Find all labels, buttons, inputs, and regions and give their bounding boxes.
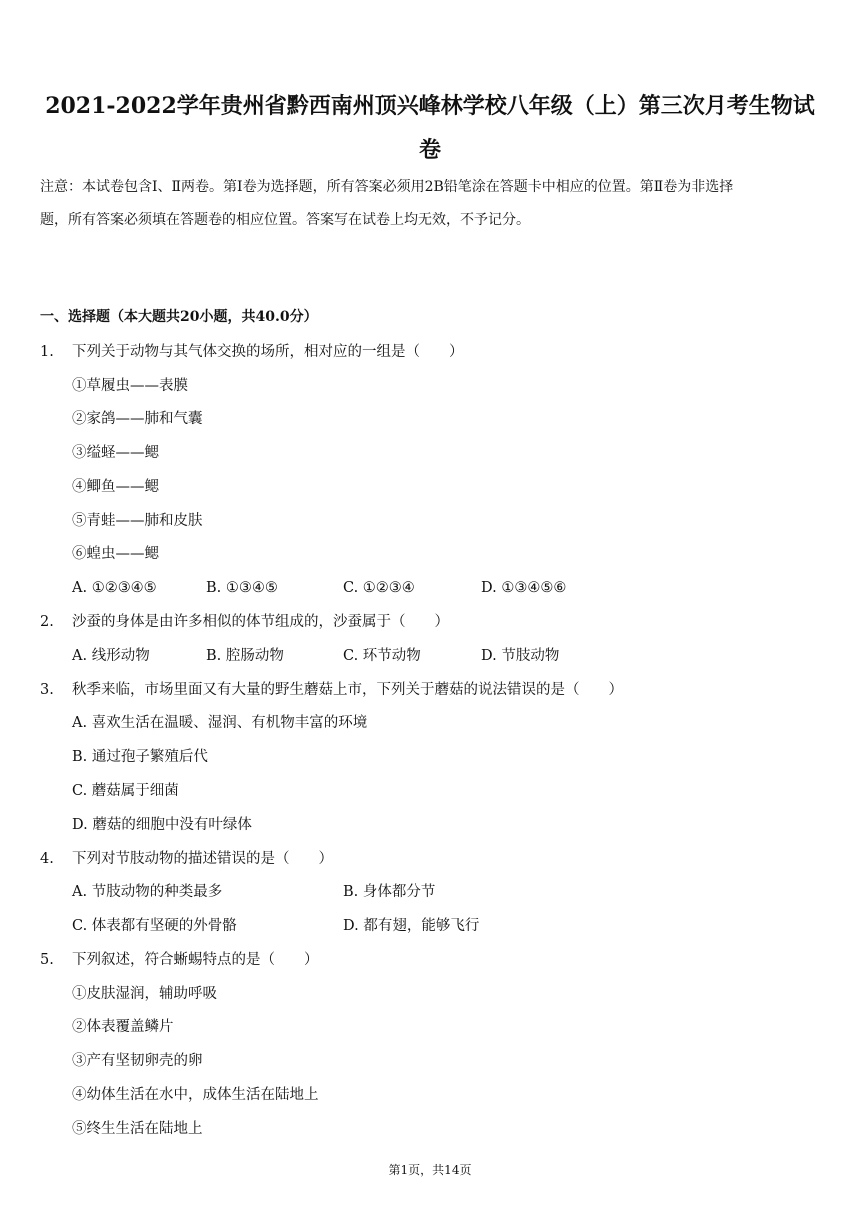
question-item: ⑤终生生活在陆地上 [72,1121,203,1137]
exam-title [40,84,820,172]
exam-title-line1: 2021-2022学年贵州省黔西南州顶兴峰林学校八年级（上）第三次月考生物试 [45,93,815,119]
answer-option-a: A. 线形动物 [72,648,150,664]
answer-option-d: D. 都有翅，能够飞行 [343,918,480,934]
answer-option-b: B. 身体都分节 [343,884,436,900]
question-number: 3. [40,682,54,698]
question-text: 沙蚕的身体是由许多相似的体节组成的，沙蚕属于（ ） [72,614,449,630]
question-number: 5. [40,952,54,968]
notice-line2: 题，所有答案必须填在答题卷的相应位置。答案写在试卷上均无效，不予记分。 [40,212,530,228]
question-item: ①皮肤湿润，辅助呼吸 [72,986,217,1002]
question-item: ④鲫鱼——鳃 [72,479,159,495]
answer-option-d: D. 蘑菇的细胞中没有叶绿体 [72,817,252,833]
exam-notice [40,171,825,237]
answer-option-c: C. 环节动物 [343,648,421,664]
question-item: ①草履虫——表膜 [72,378,188,394]
question-number: 4. [40,851,54,867]
answer-option-d: D. ①③④⑤⑥ [481,580,567,596]
answer-option-c: C. 体表都有坚硬的外骨骼 [72,918,237,934]
question-item: ⑥蝗虫——鳃 [72,546,159,562]
answer-option-a: A. ①②③④⑤ [72,580,157,596]
question-text: 秋季来临，市场里面又有大量的野生蘑菇上市，下列关于蘑菇的说法错误的是（ ） [72,682,623,698]
answer-option-b: B. 腔肠动物 [206,648,284,664]
question-item: ④幼体生活在水中，成体生活在陆地上 [72,1087,319,1103]
question-number: 2. [40,614,54,630]
question-item: ③缢蛏——鳃 [72,445,159,461]
question-text: 下列关于动物与其气体交换的场所，相对应的一组是（ ） [72,344,464,360]
question-text: 下列叙述，符合蜥蜴特点的是（ ） [72,952,319,968]
answer-option-a: A. 节肢动物的种类最多 [72,884,223,900]
page-footer: 第1页，共14页 [388,1163,472,1177]
answer-option-b: B. ①③④⑤ [206,580,278,596]
exam-title-line2: 卷 [418,137,441,163]
question-item: ②体表覆盖鳞片 [72,1019,174,1035]
question-item: ②家鸽——肺和气囊 [72,411,203,427]
answer-option-c: C. 蘑菇属于细菌 [72,783,179,799]
answer-option-b: B. 通过孢子繁殖后代 [72,749,208,765]
notice-line1: 注意：本试卷包含Ⅰ、Ⅱ两卷。第Ⅰ卷为选择题，所有答案必须用2B铅笔涂在答题卡中相应的位置。第Ⅱ卷为非选择 [40,179,734,195]
question-number: 1. [40,344,54,360]
question-item: ⑤青蛙——肺和皮肤 [72,513,203,529]
answer-option-d: D. 节肢动物 [481,648,560,664]
answer-option-c: C. ①②③④ [343,580,415,596]
question-item: ③产有坚韧卵壳的卵 [72,1053,203,1069]
question-text: 下列对节肢动物的描述错误的是（ ） [72,851,333,867]
answer-option-a: A. 喜欢生活在温暖、湿润、有机物丰富的环境 [72,715,368,731]
section-heading-choice: 一、选择题（本大题共20小题，共40.0分） [40,309,318,325]
